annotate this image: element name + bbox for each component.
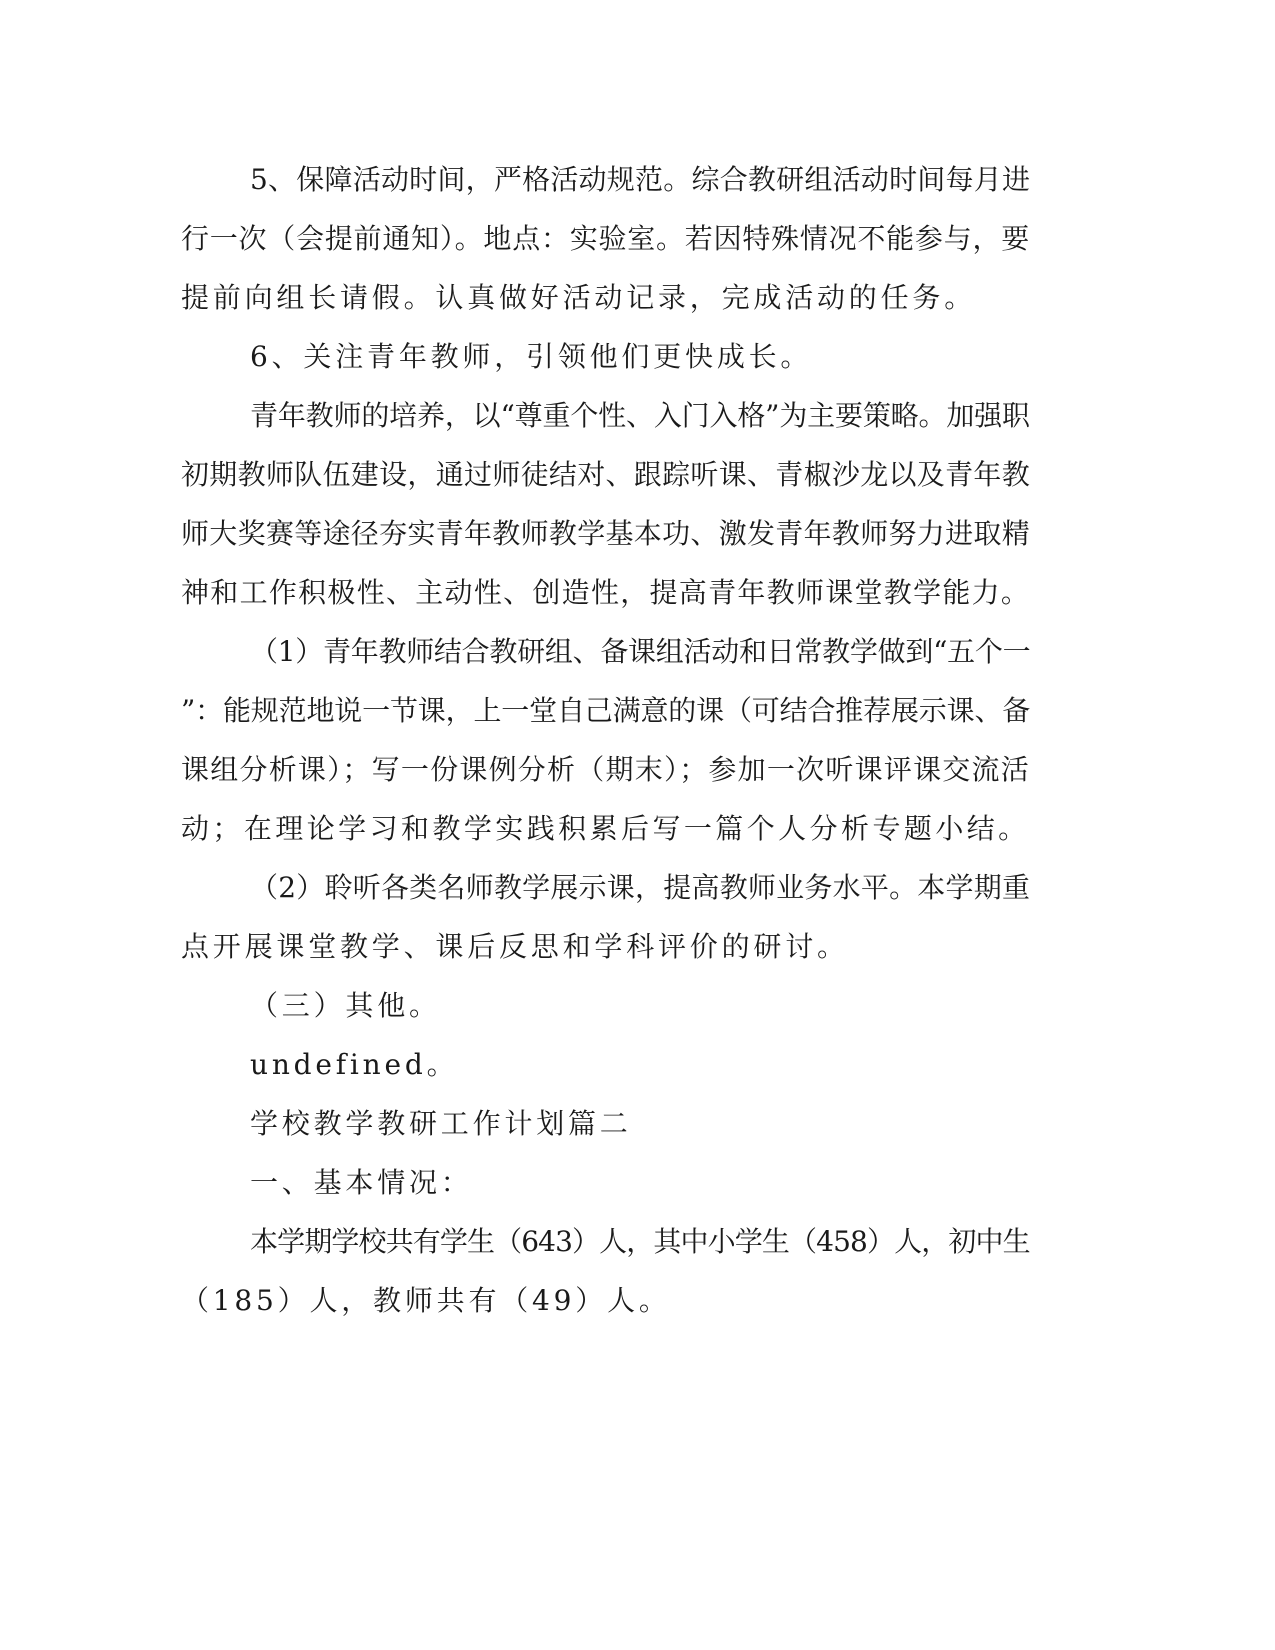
- paragraph-line: 青年教师的培养，以“尊重个性、入门入格”为主要策略。加强职: [250, 399, 1030, 432]
- paragraph-line: 行一次（会提前通知）。地点：实验室。若因特殊情况不能参与，要: [181, 222, 1031, 255]
- paragraph-line: 5、保障活动时间，严格活动规范。综合教研组活动时间每月进: [250, 163, 1031, 196]
- paragraph-line: 点开展课堂教学、课后反思和学科评价的研讨。: [181, 930, 849, 963]
- paragraph-line: 提前向组长请假。认真做好活动记录，完成活动的任务。: [181, 281, 977, 314]
- paragraph-line: （2）聆听各类名师教学展示课，提高教师业务水平。本学期重: [250, 871, 1031, 904]
- paragraph-line: （185）人，教师共有（49）人。: [181, 1284, 671, 1317]
- paragraph-line: 动；在理论学习和教学实践积累后写一篇个人分析专题小结。: [181, 812, 1030, 845]
- paragraph-line: 初期教师队伍建设，通过师徒结对、跟踪听课、青椒沙龙以及青年教: [181, 458, 1031, 491]
- paragraph-line: 课组分析课）；写一份课例分析（期末）；参加一次听课评课交流活: [181, 753, 1031, 786]
- paragraph-line: 神和工作积极性、主动性、创造性，提高青年教师课堂教学能力。: [181, 576, 1031, 609]
- paragraph-line: 本学期学校共有学生（643）人，其中小学生（458）人，初中生: [250, 1225, 1030, 1258]
- paragraph-line: 师大奖赛等途径夯实青年教师教学基本功、激发青年教师努力进取精: [181, 517, 1031, 550]
- paragraph-line: （1）青年教师结合教研组、备课组活动和日常教学做到“五个一: [250, 635, 1031, 668]
- paragraph-line: ”：能规范地说一节课，上一堂自己满意的课（可结合推荐展示课、备: [181, 694, 1031, 727]
- section-heading: 一、基本情况：: [250, 1166, 473, 1199]
- section-title: 学校教学教研工作计划篇二: [250, 1107, 632, 1140]
- section-heading: （三）其他。: [250, 989, 441, 1022]
- section-heading: 6、关注青年教师，引领他们更快成长。: [250, 340, 813, 373]
- paragraph-line: undefined。: [250, 1048, 459, 1081]
